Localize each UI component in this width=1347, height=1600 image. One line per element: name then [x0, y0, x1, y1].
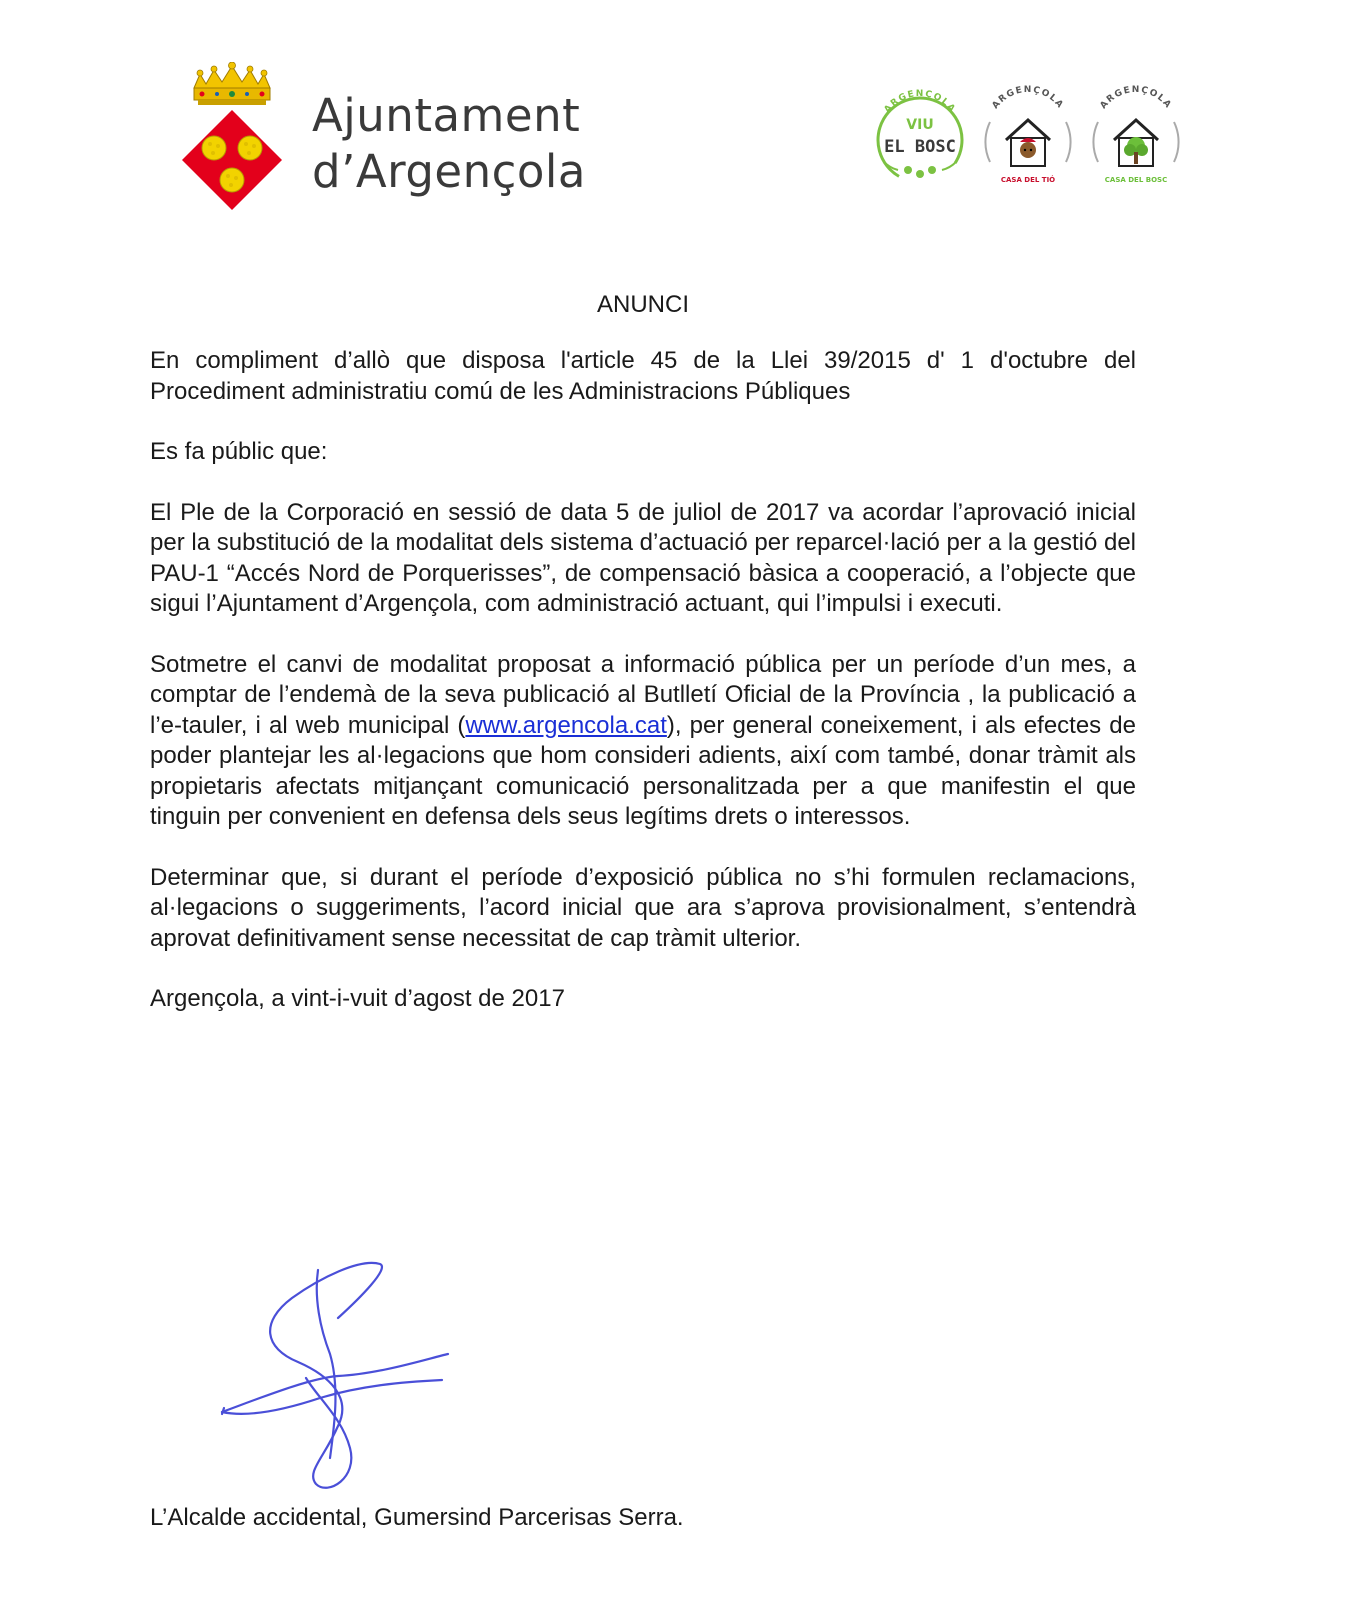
coat-of-arms-logo — [172, 62, 292, 212]
badge-casa-del-tio-text: CASA DEL TIÓ — [1000, 176, 1056, 184]
casa-del-tio-badge — [976, 82, 1080, 192]
paragraph-agreement: El Ple de la Corporació en sessió de data 5 de juliol de 2017 va acordar l’aprovació inicial per la substitució de la modalitat dels sistema d’actuació per reparcel·lació per a la gestió del PAU-1 “Accés Nord de Porquerisses”, de compensació bàsica a cooperació, a l’objecte que sigui l’Ajuntament d’Argençola, com administració actuant, qui l’impulsi i executi. — [150, 498, 1136, 617]
org-name — [312, 88, 586, 200]
paragraph-determination: Determinar que, si durant el període d’exposició pública no s’hi formulen reclamacions, al·legacions o suggeriments, l’acord inicial que ara s’aprova provisionalment, s’entendrà aprovat definitivament sense necessitat de cap tràmit ulterior. — [150, 863, 1136, 952]
svg-text:ARGENÇOLA: ARGENÇOLA — [1098, 84, 1174, 112]
document-title: ANUNCI — [596, 291, 689, 318]
org-name-line2: d’Argençola — [312, 145, 586, 198]
crown-icon — [194, 62, 270, 105]
paragraph-public-information-text-b: ), per general coneixement, i als efectes de poder plantejar les al·legacions que hom consideri adients, així com també, donar tràmit als propietaris afectats mitjançant comunicació personalitzada per a que manifestin el que tinguin per convenient en defensa dels seus legítims drets o interessos. — [150, 711, 1137, 830]
badge-viu-text: VIU — [906, 117, 934, 133]
paragraph-legal-basis: En compliment d’allò que disposa l'article 45 de la Llei 39/2015 d' 1 d'octubre del Procediment administratiu comú de les Administracions Públiques — [150, 347, 1136, 405]
signatory-line: L’Alcalde accidental, Gumersind Parcerisas Serra. — [150, 1504, 684, 1531]
paragraph-public-information-text-a: Sotmetre el canvi de modalitat proposat a informació pública per un període d’un mes, a comptar de l’endemà de la seva publicació al Butlletí Oficial de la Província , la publicació a l’e-tauler, i al web municipal ( — [150, 650, 1136, 739]
org-name-line1: Ajuntament — [312, 89, 581, 142]
municipal-website-link[interactable]: www.argencola.cat — [465, 711, 667, 739]
paragraph-intro: Es fa públic que: — [150, 438, 328, 465]
svg-text:ARGENÇOLA: ARGENÇOLA — [990, 84, 1066, 112]
viu-el-bosc-badge — [868, 82, 972, 192]
place-and-date: Argençola, a vint-i-vuit d’agost de 2017 — [150, 985, 565, 1012]
badge-el-bosc-text: EL BOSC — [884, 137, 956, 157]
letterhead — [0, 0, 1347, 230]
casa-del-bosc-badge — [1084, 82, 1188, 192]
paragraph-public-information — [150, 650, 1136, 833]
house-icon — [1006, 120, 1050, 166]
announcement-body — [150, 290, 1136, 1045]
handwritten-signature — [220, 1258, 460, 1498]
badge-casa-del-bosc-text: CASA DEL BOSC — [1104, 176, 1168, 184]
svg-text:ARGENÇOLA: ARGENÇOLA — [882, 88, 958, 116]
tree-house-icon — [1114, 120, 1158, 166]
program-badges — [868, 82, 1188, 202]
